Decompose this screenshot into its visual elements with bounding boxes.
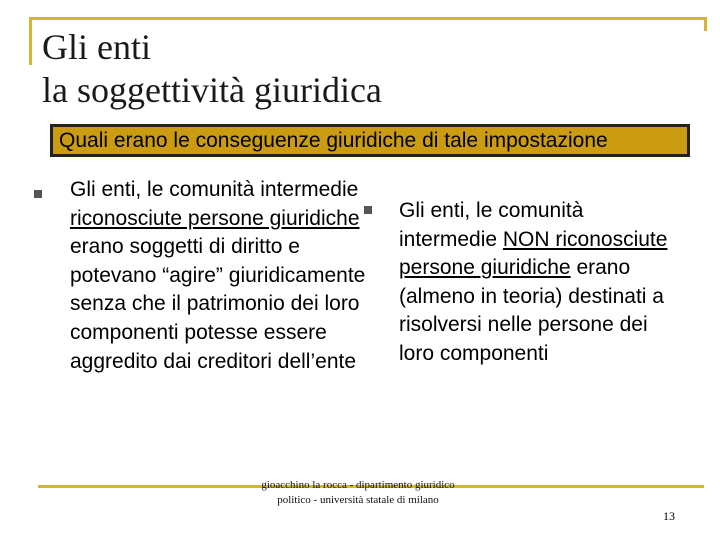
right-bullet-underlined: NON riconosciute persone giuridiche — [399, 227, 668, 280]
right-bullet-marker — [364, 206, 372, 214]
left-bullet-plain-2: erano soggetti di diritto e potevano “agire” giuridicamente senza che il patrimonio dei loro componenti potesse essere aggredito dai creditori dell’ente — [70, 235, 366, 373]
frame-left-rule — [29, 17, 32, 65]
right-bullet-text — [399, 197, 681, 369]
left-bullet-plain-1: Gli enti, le comunità intermedie — [70, 178, 359, 201]
left-bullet-text — [70, 176, 370, 376]
left-bullet-marker — [34, 190, 42, 198]
left-bullet-underlined: riconosciute persone giuridiche — [70, 206, 360, 230]
frame-right-rule — [704, 17, 707, 31]
frame-top-rule — [29, 17, 707, 20]
title-line-1: Gli enti — [42, 27, 151, 67]
slide-title — [42, 26, 382, 112]
question-banner: Quali erano le conseguenze giuridiche di tale impostazione — [50, 124, 690, 157]
title-line-2: la soggettività giuridica — [42, 70, 382, 110]
page-number: 13 — [663, 509, 675, 523]
right-bullet-plain-2: erano (almeno in teoria) destinati a risolversi nelle persone dei loro componenti — [399, 256, 664, 365]
footer-credit: gioacchino la rocca - dipartimento giuridico politico - università statale di milano — [261, 479, 455, 506]
right-bullet-plain-1: Gli enti, le comunità intermedie — [399, 199, 584, 251]
